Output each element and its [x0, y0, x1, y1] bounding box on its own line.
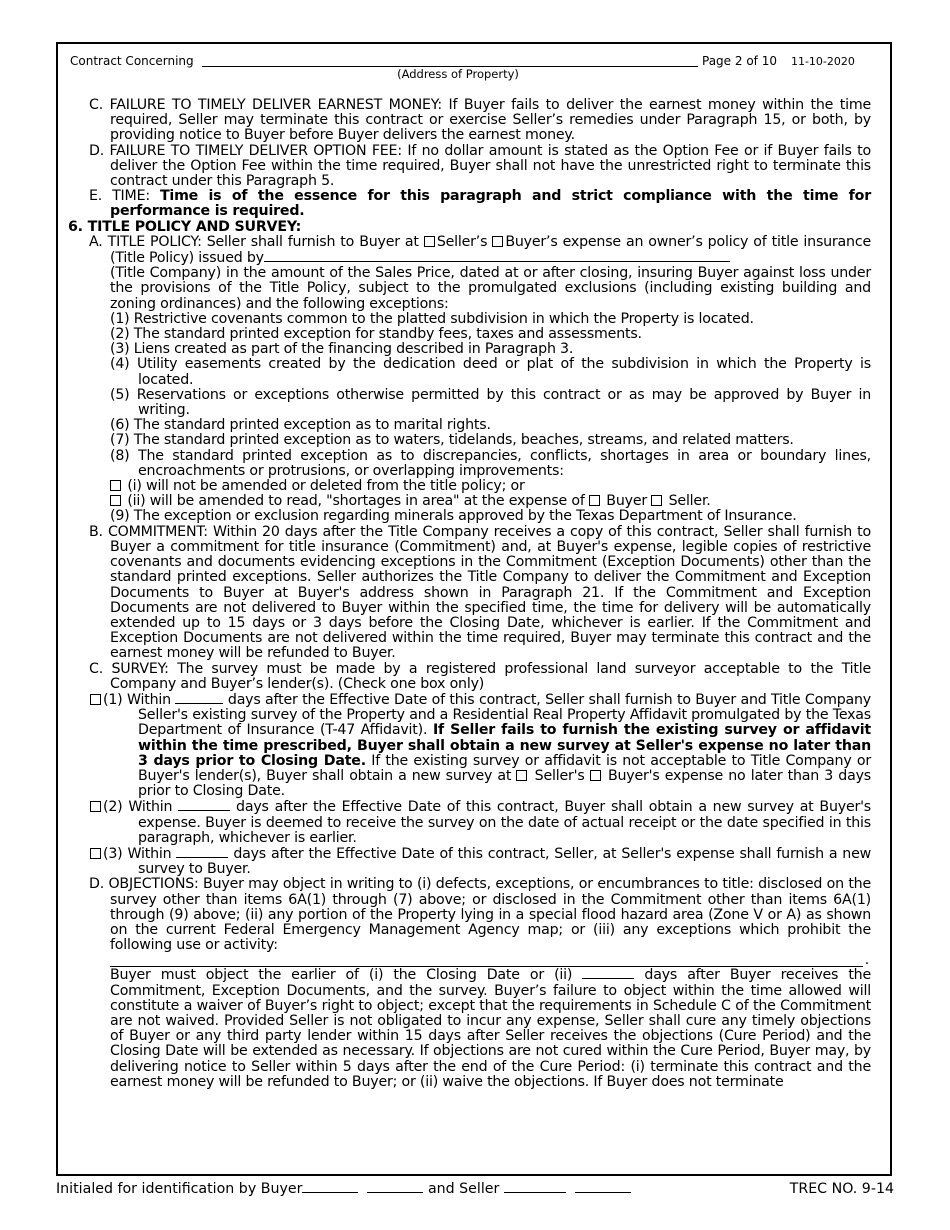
title-policy-text-2: Buyer’s expense an owner’s policy of title insurance (Title Policy) issued by	[110, 233, 871, 267]
sellers-label: Seller’s	[436, 233, 493, 250]
exception-9: (9) The exception or exclusion regarding minerals approved by the Texas Department of Insurance.	[110, 508, 797, 525]
survey-2-text-a: (2) Within	[103, 799, 179, 816]
contract-concerning-label: Contract Concerning	[70, 54, 194, 68]
option-ii-buyer-label: Buyer	[606, 493, 652, 510]
para-d-objections: D. OBJECTIONS: Buyer may object in writing to (i) defects, exceptions, or encumbrances to title: disclosed on the survey other than items 6A(1) through (7) above; or disclosed in the Commitment other than items 6A(1) through (9) above; (ii) any portion of the Property lying in a special flood hazard area (Zone V or A) as shown on the current Federal Emergency Management Agency map; or (iii) any exceptions which prohibit the following use or activity:	[89, 876, 871, 954]
activity-line-end: .	[864, 952, 869, 969]
exception-8: (8) The standard printed exception as to discrepancies, conflicts, shortages in area or boundary lines, encroachments or protrusions, or overlapping improvements:	[110, 447, 871, 479]
survey-3-text-a: (3) Within	[103, 845, 177, 862]
and-seller-label: and Seller	[427, 1181, 500, 1197]
buyers-expense-checkbox[interactable]	[492, 236, 503, 247]
seller-initial-1[interactable]	[504, 1181, 566, 1193]
para-e-label: E. TIME:	[89, 188, 160, 205]
objections-text-a: Buyer must object the earlier of (i) the Closing Date or (ii)	[110, 967, 583, 984]
survey-1-bold: If Seller fails to furnish the existing survey or affidavit within the time prescribed, Buyer shall obtain a new survey at Seller's expense no later than 3 days prior to Closing Date.	[138, 722, 871, 769]
footer	[56, 1181, 894, 1197]
survey-2-days-blank[interactable]	[178, 799, 230, 811]
survey-1-text-d: Buyer's expense no later than 3 days prior to Closing Date.	[138, 767, 871, 800]
objections-continued	[68, 967, 871, 1090]
survey-3-text-b: days after the Effective Date of this contract, Seller, at Seller's expense shall furnish a new survey to Buyer.	[138, 845, 871, 878]
para-e-bold: Time is of the essence for this paragraph and strict compliance with the time for performance is required.	[110, 188, 871, 220]
option-ii-seller-label: Seller.	[668, 493, 711, 510]
exception-1: (1) Restrictive covenants common to the platted subdivision in which the Property is located.	[110, 310, 754, 327]
option-ii-seller-checkbox[interactable]	[651, 495, 662, 506]
exception-8-option-i	[68, 479, 871, 494]
title-policy-text-1: A. TITLE POLICY: Seller shall furnish to Buyer at	[89, 233, 424, 250]
prohibited-activity-blank[interactable]	[110, 953, 863, 967]
option-ii-text: (ii) will be amended to read, "shortages in area" at the expense of	[127, 493, 589, 510]
para-b-commitment: B. COMMITMENT: Within 20 days after the Title Company receives a copy of this contract, Seller shall furnish to Buyer a commitment for title insurance (Commitment) and, at Buyer's expense, legible copies of restrictive covenants and documents evidencing exceptions in the Commitment (Exception Documents) other than the standard printed exceptions. Seller authorizes the Title Company to deliver the Commitment and Exception Documents to Buyer at Buyer's address shown in Paragraph 21. If the Commitment and Exception Documents are not delivered to Buyer within the specified time, the time for delivery will be automatically extended up to 15 days or 3 days before the Closing Date, whichever is earlier. If the Commitment and Exception Documents are not delivered within the time required, Buyer may terminate this contract and the earnest money will be refunded to Buyer.	[89, 523, 871, 662]
form-number: TREC NO. 9-14	[789, 1181, 894, 1197]
survey-option-1	[68, 692, 871, 799]
objections-text-b: days after Buyer receives the Commitment, Exception Documents, and the survey. Buyer’s failure to object within the time allowed will constitute a waiver of Buyer’s right to object; except that the requirements in Schedule C of the Commitment are not waived. Provided Seller is not obligated to incur any expense, Seller shall cure any timely objections of Buyer or any third party lender within 15 days after Seller receives the objections (Cure Period) and the Closing Date will be extended as necessary. If objections are not cured within the Cure Period, Buyer may, by delivering notice to Seller within 5 days after the end of the Cure Period: (i) terminate this contract and the earnest money will be refunded to Buyer; or (ii) waive the objections. If Buyer does not terminate	[110, 967, 872, 1090]
exception-5: (5) Reservations or exceptions otherwise permitted by this contract or as may be approved by Buyer in writing.	[110, 386, 871, 419]
exception-4: (4) Utility easements created by the dedication deed or plat of the subdivision in which the Property is located.	[110, 356, 871, 388]
survey-1-text-c: If the existing survey or affidavit is not acceptable to Title Company or Buyer's lender(s), Buyer shall obtain a new survey at	[138, 752, 871, 784]
survey-1-sellers-checkbox[interactable]	[516, 770, 527, 781]
survey-3-checkbox[interactable]	[90, 848, 101, 859]
section-6-title: 6. TITLE POLICY AND SURVEY:	[68, 218, 302, 235]
survey-2-checkbox[interactable]	[90, 801, 101, 812]
title-company-text: (Title Company) in the amount of the Sales Price, dated at or after closing, insuring Buyer against loss under the provisions of the Title Policy, subject to the promulgated exclusions (including existing building and zoning ordinances) and the following exceptions:	[110, 265, 871, 312]
exception-2: (2) The standard printed exception for standby fees, taxes and assessments.	[110, 326, 642, 343]
survey-1-sellers-label: Seller's	[534, 767, 590, 784]
option-i-checkbox[interactable]	[110, 480, 121, 491]
survey-3-days-blank[interactable]	[176, 846, 228, 858]
para-c-survey: C. SURVEY: The survey must be made by a registered professional land surveyor acceptable to the Title Company and Buyer’s lender(s). (Check one box only)	[89, 660, 871, 692]
sellers-expense-checkbox[interactable]	[424, 236, 435, 247]
para-e-time	[68, 189, 871, 219]
survey-1-text-a: (1) Within	[103, 691, 176, 708]
address-caption: (Address of Property)	[397, 67, 519, 81]
seller-initial-2[interactable]	[575, 1181, 631, 1193]
para-c-earnest-money: C. FAILURE TO TIMELY DELIVER EARNEST MONEY: If Buyer fails to deliver the earnest money within the time required, Seller may terminate this contract or exercise Seller’s remedies under Paragraph 15, or both, by providing notice to Buyer before Buyer delivers the earnest money.	[89, 97, 871, 144]
para-d-option-fee: D. FAILURE TO TIMELY DELIVER OPTION FEE: If no dollar amount is stated as the Option Fee or if Buyer fails to deliver the Option Fee within the time required, Buyer shall not have the unrestricted right to terminate this contract under this Paragraph 5.	[89, 142, 871, 190]
option-ii-checkbox[interactable]	[110, 495, 121, 506]
buyer-initial-1[interactable]	[302, 1181, 358, 1193]
exception-6: (6) The standard printed exception as to marital rights.	[110, 417, 491, 434]
exception-7: (7) The standard printed exception as to waters, tidelands, beaches, streams, and related matters.	[110, 432, 794, 449]
initialed-label: Initialed for identification by Buyer	[56, 1181, 303, 1197]
title-company-blank[interactable]	[264, 250, 730, 262]
survey-option-3	[68, 846, 871, 877]
exception-3: (3) Liens created as part of the financing described in Paragraph 3.	[110, 341, 574, 358]
para-a-title-policy	[68, 235, 871, 266]
page-info	[702, 54, 855, 68]
activity-line-wrap	[68, 953, 871, 967]
form-date: 11-10-2020	[790, 55, 855, 68]
survey-2-text-b: days after the Effective Date of this contract, Buyer shall obtain a new survey at Buyer's expense. Buyer is deemed to receive the survey on the date of actual receipt or the date specified in this paragraph, whichever is earlier.	[138, 799, 871, 846]
survey-option-2	[68, 799, 871, 846]
survey-1-days-blank[interactable]	[175, 692, 223, 704]
page-number: Page 2 of 10	[702, 54, 777, 68]
option-ii-buyer-checkbox[interactable]	[589, 495, 600, 506]
document-body	[68, 98, 871, 1090]
option-i-text: (i) will not be amended or deleted from the title policy; or	[127, 478, 525, 495]
survey-1-text-b: days after the Effective Date of this contract, Seller shall furnish to Buyer and Title Company Seller's existing survey of the Property and a Residential Real Property Affidavit promulgated by the Texas Department of Insurance (T-47 Affidavit).	[138, 691, 871, 739]
objection-days-blank[interactable]	[582, 967, 634, 979]
survey-1-buyers-checkbox[interactable]	[590, 770, 601, 781]
survey-1-checkbox[interactable]	[90, 694, 101, 705]
exception-8-option-ii	[68, 494, 871, 509]
buyer-initial-2[interactable]	[367, 1181, 423, 1193]
